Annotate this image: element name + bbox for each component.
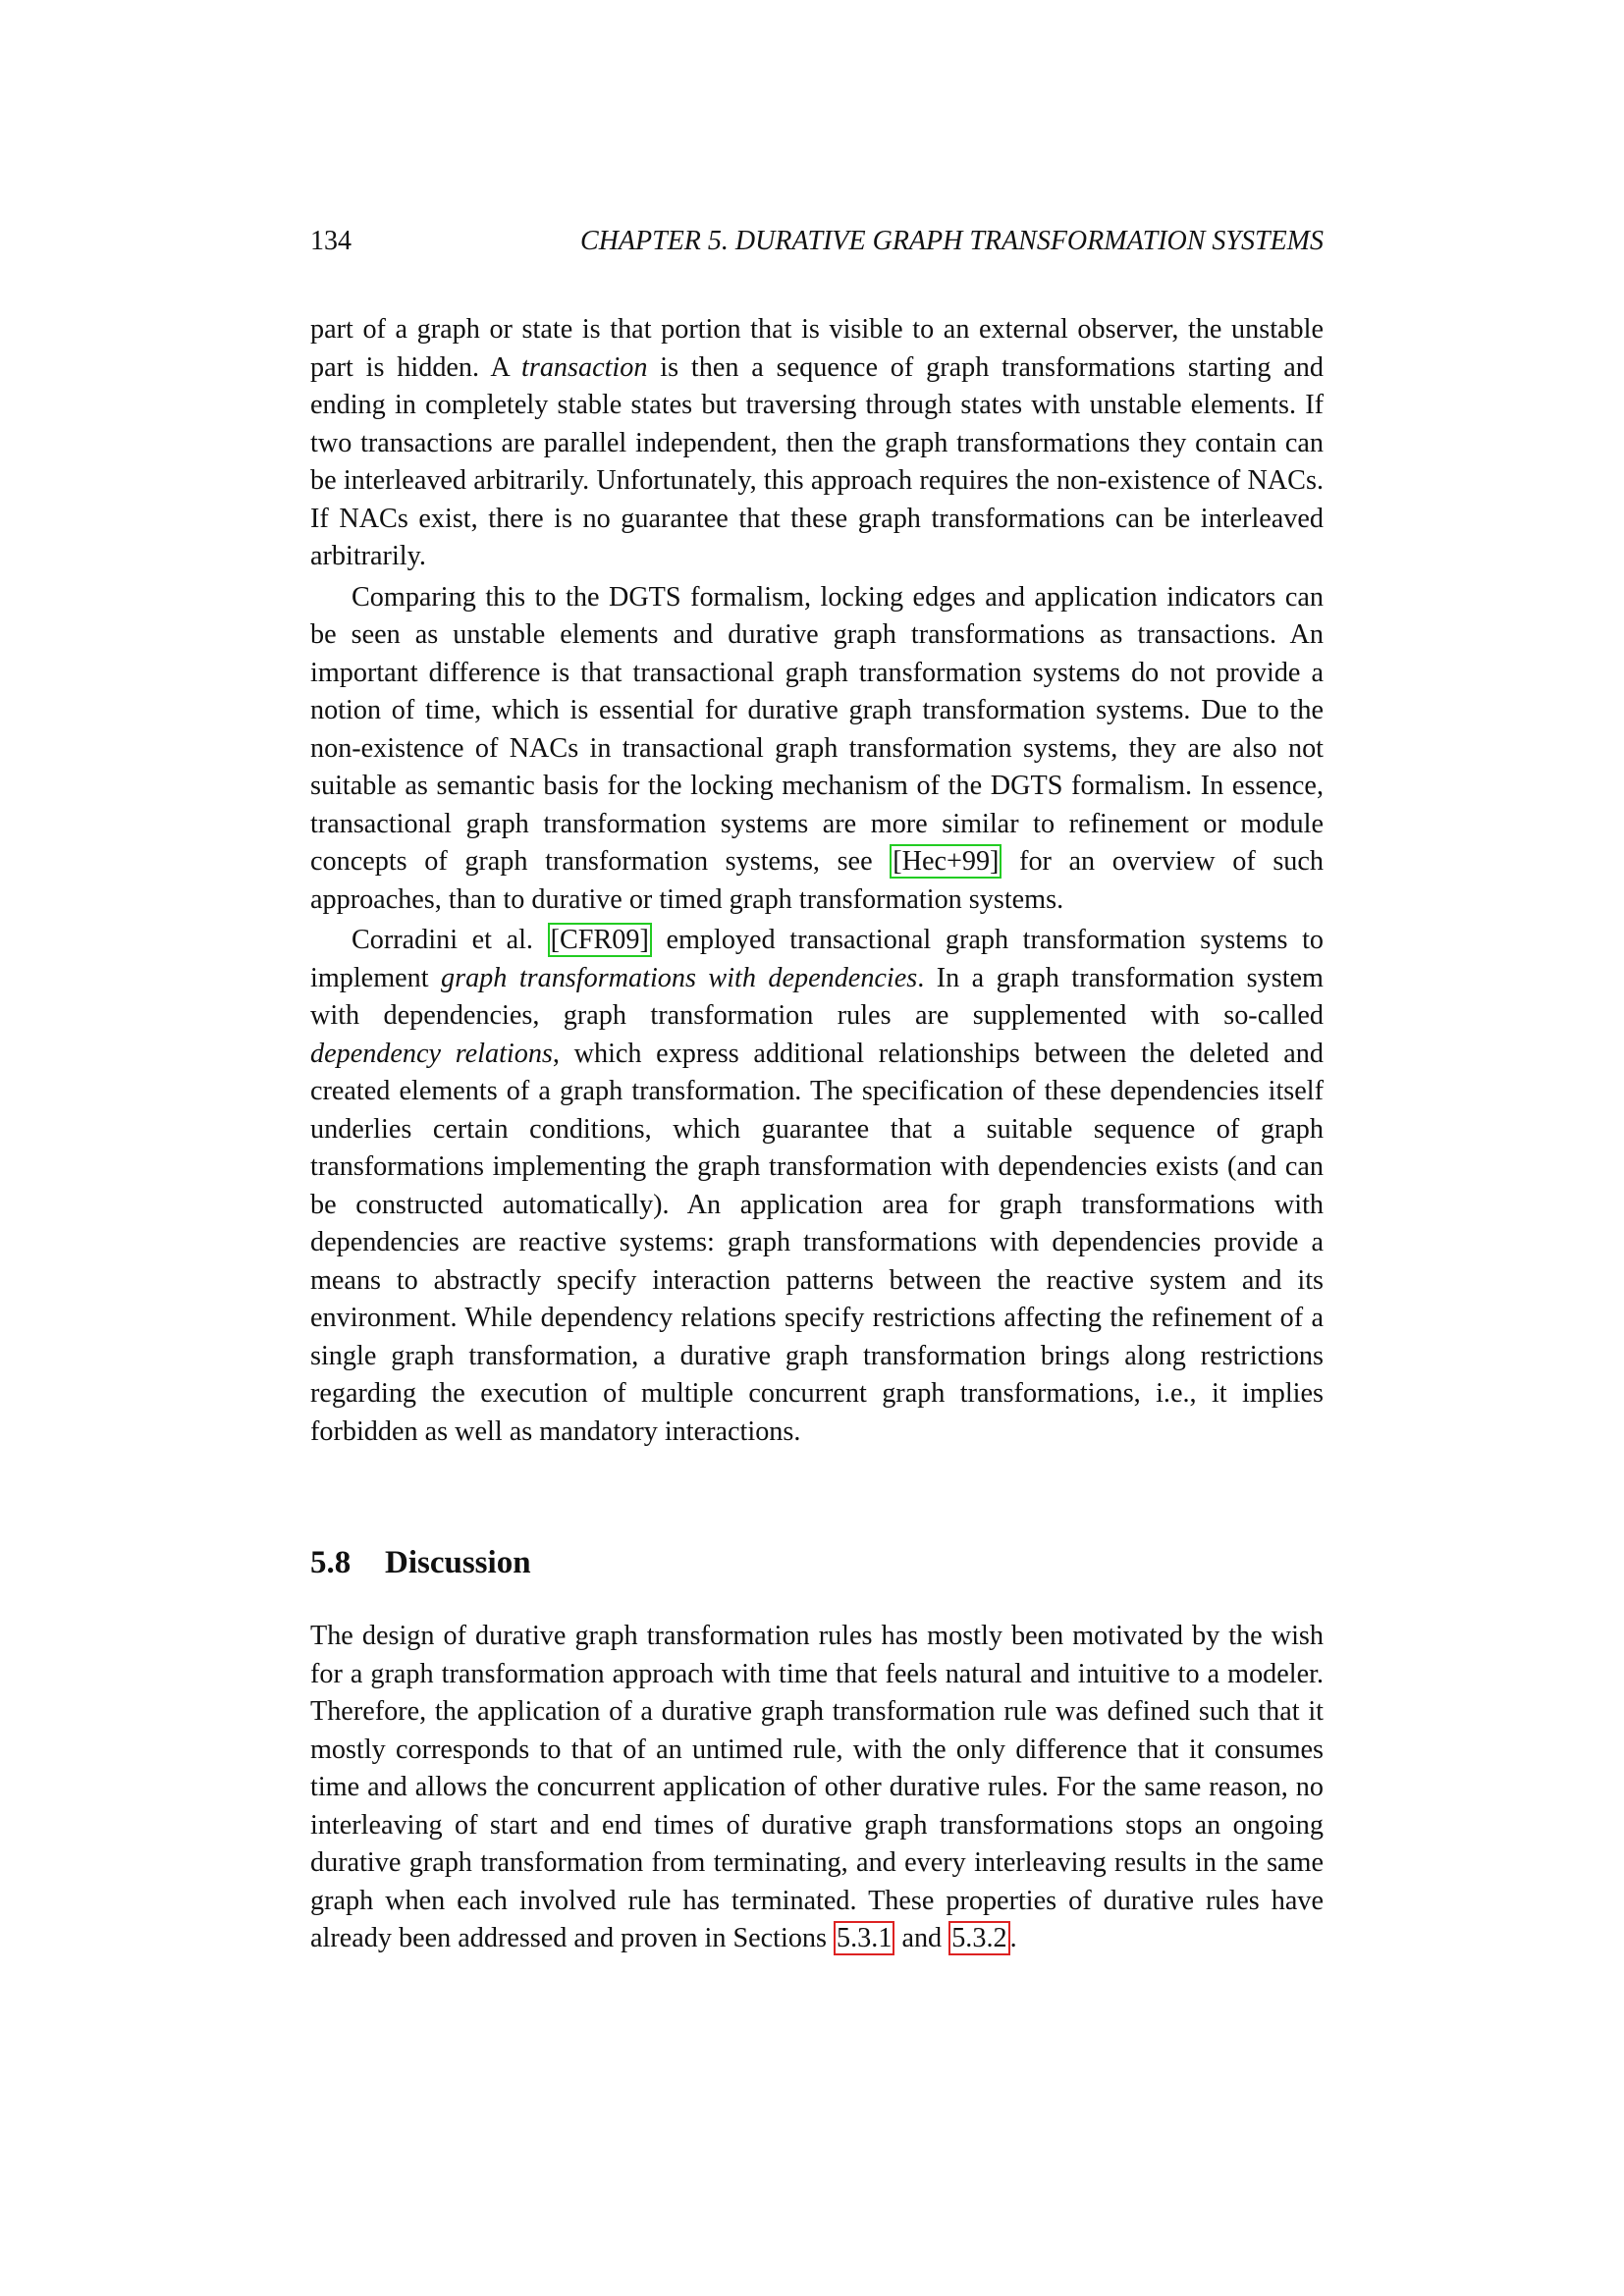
section-heading [310, 1543, 531, 1582]
paragraph-discussion [310, 1618, 1324, 1958]
text-run: , which express additional relationships between the deleted and created elements of a graph transformation. The specification of these dependencies itself underlies certain conditions, which guarantee that a suitable sequence of graph transformations implementing the graph transformation with dependencies exists (and can be constructed automatically). An application area for graph transformations with dependencies are reactive systems: graph transformations with dependencies provide a means to abstractly specify interaction patterns between the reactive system and its environment. While dependency relations specify restrictions affecting the refinement of a single graph transformation, a durative graph transformation brings along restrictions regarding the execution of multiple concurrent graph transformations, i.e., it implies forbidden as well as mandatory interactions. [310, 1038, 1324, 1447]
body-text-upper [310, 311, 1324, 1451]
body-text-discussion [310, 1618, 1324, 1958]
term-graph-transformations-with-dependencies: graph transformations with dependencies [441, 962, 918, 993]
section-link-5-3-2[interactable]: 5.3.2 [948, 1921, 1009, 1955]
running-head: CHAPTER 5. DURATIVE GRAPH TRANSFORMATION SYSTEMS [580, 226, 1324, 256]
term-dependency-relations: dependency relations [310, 1038, 553, 1069]
text-run: is then a sequence of graph transformations starting and ending in completely stable states but traversing through states with unstable elements. If two transactions are parallel independent, then the graph transformations they contain can be interleaved arbitrarily. Unfortunately, this approach requires the non-existence of NACs. If NACs exist, there is no guarantee that these graph transformations can be interleaved arbitrarily. [310, 351, 1324, 571]
text-run: Comparing this to the DGTS formalism, locking edges and application indicators can be seen as unstable elements and durative graph transformations as transactions. An important difference is that transactional graph transformation systems do not provide a notion of time, which is essential for durative graph transformation systems. Due to the non-existence of NACs in transactional graph transformation systems, they are also not suitable as semantic basis for the locking mechanism of the DGTS formalism. In essence, transactional graph transformation systems are more similar to refinement or module concepts of graph transformation systems, see [310, 581, 1324, 877]
text-run: . [1009, 1923, 1017, 1953]
text-run: The design of durative graph transformation rules has mostly been motivated by the wish for a graph transformation approach with time that feels natural and intuitive to a modeler. Therefore, the application of a durative graph transformation rule was defined such that it mostly corresponds to that of an untimed rule, with the only difference that it consumes time and allows the concurrent application of other durative rules. For the same reason, no interleaving of start and end times of durative graph transformations stops an ongoing durative graph transformation from terminating, and every interleaving results in the same graph when each involved rule has terminated. These properties of durative rules have already been addressed and proven in Sections [310, 1621, 1324, 1953]
term-transaction: transaction [521, 351, 648, 383]
text-run: Corradini et al. [352, 925, 548, 955]
section-number: 5.8 [310, 1545, 352, 1580]
citation-link-hec99[interactable]: [Hec+99] [890, 844, 1001, 879]
text-run: and [894, 1923, 949, 1953]
paragraph-transactions [310, 311, 1324, 576]
text-run: employed transactional graph transformation systems to implement [310, 925, 1325, 993]
text-run: for an overview of such approaches, than to durative or timed graph transformation systems. [310, 846, 1325, 915]
citation-link-cfr09[interactable]: [CFR09] [548, 923, 652, 957]
paragraph-dgts-comparison [310, 579, 1324, 920]
section-title: Discussion [385, 1545, 531, 1580]
page-number: 134 [310, 226, 352, 256]
text-run: part of a graph or state is that portion that is visible to an external observer, the unstable part is hidden. A [310, 314, 1324, 383]
paragraph-corradini [310, 922, 1324, 1451]
text-run: . In a graph transformation system with dependencies, graph transformation rules are supplemented with so-called [310, 962, 1324, 1031]
section-link-5-3-1[interactable]: 5.3.1 [834, 1921, 894, 1955]
